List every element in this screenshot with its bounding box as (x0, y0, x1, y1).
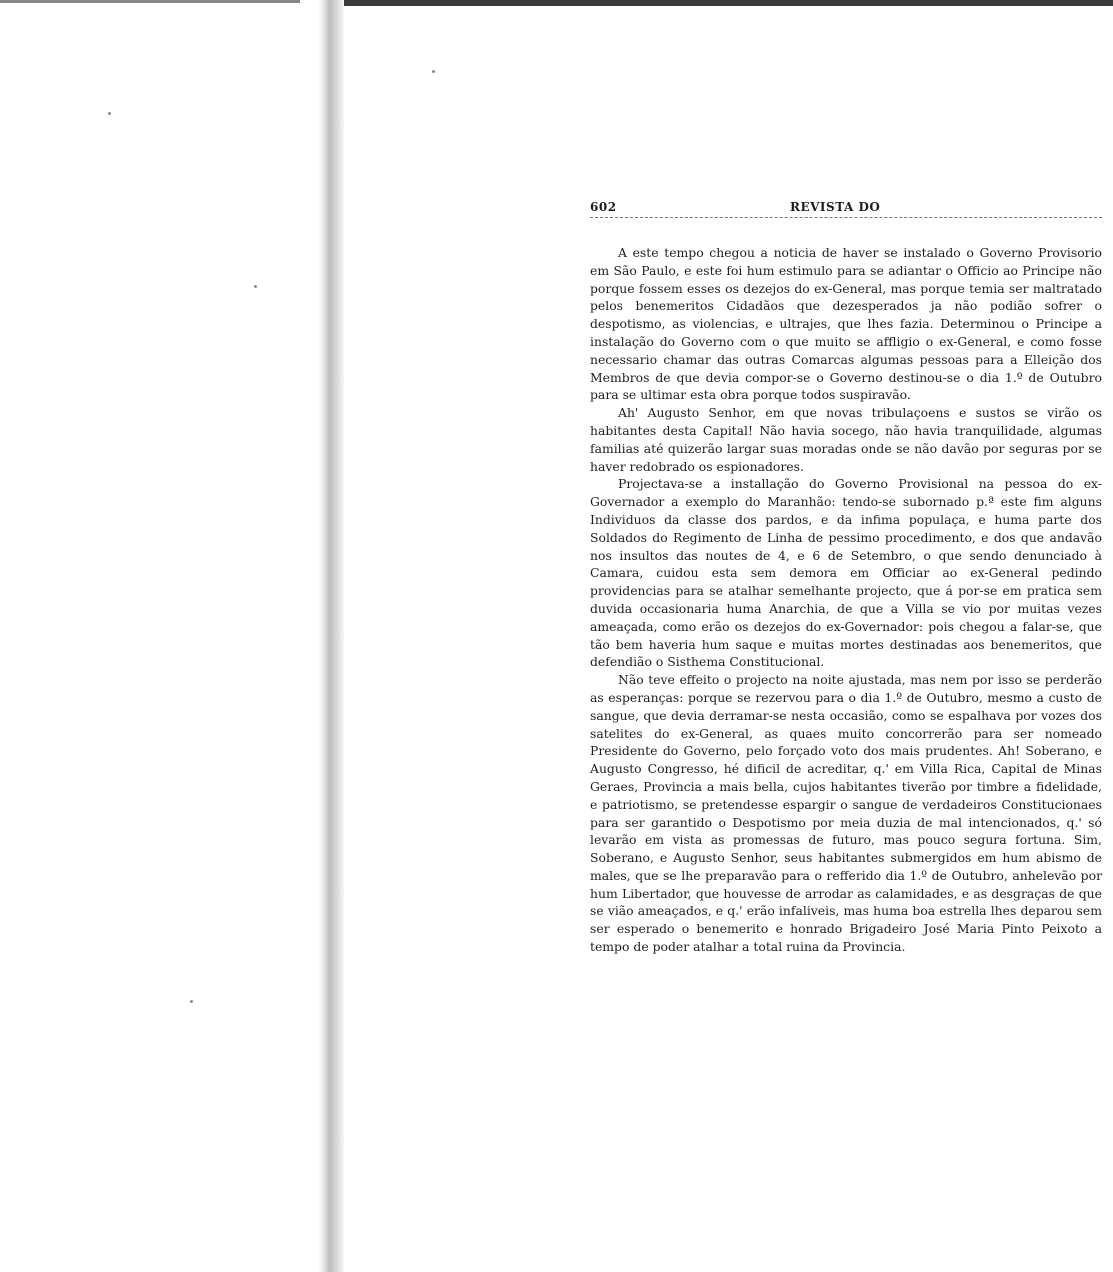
running-head (590, 200, 1102, 218)
book-page (590, 200, 1102, 956)
page-number: 602 (590, 200, 617, 214)
paragraph: Projectava-se a installação do Governo Provisional na pessoa do ex-Governador a exemplo do Maranhão: tendo-se subornado p.ª este fim alguns Individuos da classe dos pardos, e da infima populaça, e huma parte dos Soldados do Regimento de Linha de pessimo procedimento, e dos que andavão nos insultos das noutes de 4, e 6 de Setembro, o que sendo denunciado à Camara, cuidou esta sem demora em Officiar ao ex-General pedindo providencias para se atalhar semelhante projecto, que á por-se em pratica sem duvida occasionaria huma Anarchia, de que a Villa se vio por muitas vezes ameaçada, como erão os dezejos do ex-Governador: pois chegou a falar-se, que tão bem haveria hum saque e muitas mortes destinadas aos benemeritos, que defendião o Sisthema Constitucional. (590, 476, 1102, 670)
book-spine-shadow (318, 0, 344, 1272)
scan-speck (254, 285, 257, 288)
scan-speck (108, 112, 111, 115)
scan-speck (432, 70, 435, 73)
paragraph: Não teve effeito o projecto na noite ajustada, mas nem por isso se perderão as esperanças: porque se rezervou para o dia 1.º de Outubro, mesmo a custo de sangue, que devia derramar-se nesta occasião, como se espalhava por vozes dos satelites do ex-General, as quaes muito concorrerão para ser nomeado Presidente do Governo, pelo forçado voto dos mais prudentes. Ah! Soberano, e Augusto Congresso, hé dificil de acreditar, q.' em Villa Rica, Capital de Minas Geraes, Provincia a mais bella, cujos habitantes tiverão por timbre a fidelidade, e patriotismo, se pretendesse espargir o sangue de verdadeiros Constitucionaes para ser garantido o Despotismo por meia duzia de mal intencionados, q.' só levarão em vista as promessas de futuro, mas pouco segura fortuna. Sim, Soberano, e Augusto Senhor, seus habitantes submergidos em hum abismo de males, que se lhe preparavão para o refferido dia 1.º de Outubro, anhelevão por hum Libertador, que houvesse de arrodar as calamidades, e as desgraças de que se vião ameaçados, e q.' erão infaliveis, mas huma boa estrella lhes deparou sem ser esperado o benemerito e honrado Brigadeiro José Maria Pinto Peixoto a tempo de poder atalhar a total ruina da Provincia. (590, 672, 1102, 955)
paragraph: Ah' Augusto Senhor, em que novas tribulaçoens e sustos se virão os habitantes desta Capital! Não havia socego, não havia tranquilidade, algumas familias até quizerão largar suas moradas onde se não davão por seguras por se haver redobrado os espionadores. (590, 405, 1102, 474)
scan-speck (190, 1000, 193, 1003)
body-text (590, 244, 1102, 956)
scan-edge-left (0, 0, 300, 3)
paragraph: A este tempo chegou a noticia de haver se instalado o Governo Provisorio em São Paulo, e este foi hum estimulo para se adiantar o Officio ao Principe não porque fossem esses os dezejos do ex-General, mas porque temia ser maltratado pelos benemeritos Cidadãos que dezesperados ja não podião sofrer o despotismo, as violencias, e ultrajes, que lhes fazia. Determinou o Principe a instalação do Governo com o que muito se affligio o ex-General, e como fosse necessario chamar das outras Comarcas algumas pessoas para a Elleição dos Membros de que devia compor-se o Governo destinou-se o dia 1.º de Outubro para se ultimar esta obra porque todos suspiravão. (590, 245, 1102, 403)
scan-edge-top (330, 0, 1113, 6)
running-title: REVISTA DO (790, 200, 881, 214)
